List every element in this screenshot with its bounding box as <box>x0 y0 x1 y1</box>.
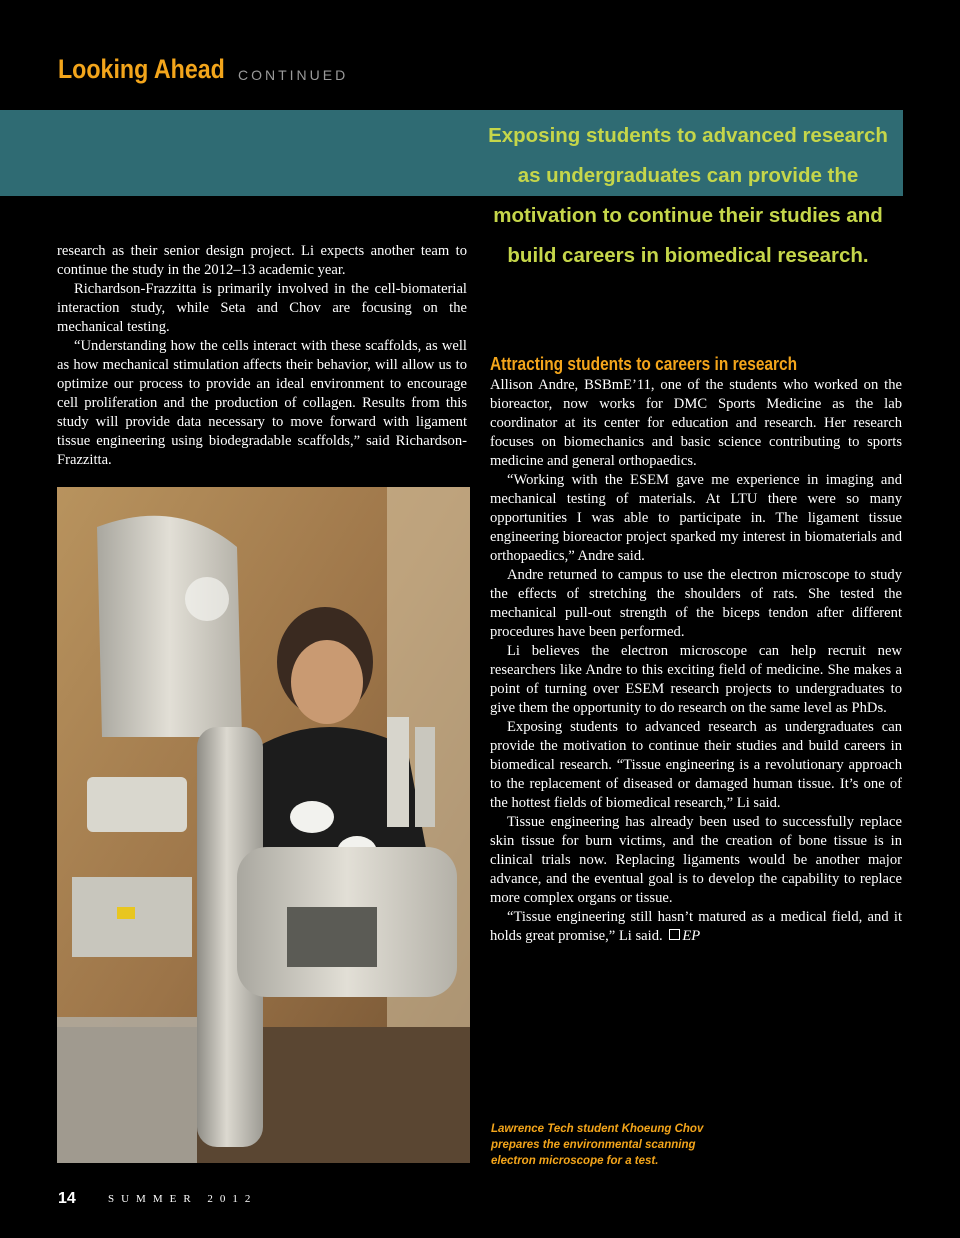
paragraph-text: “Tissue engineering still hasn’t matured as a medical field, and it holds great promise,” Li said. <box>490 909 902 944</box>
end-mark: EP <box>682 928 701 944</box>
page-footer <box>58 1190 258 1208</box>
last-paragraph <box>490 908 902 946</box>
pull-quote: Exposing students to advanced research as undergraduates can provide the motivation to continue their studies and build careers in biomedical research. <box>488 124 888 267</box>
paragraph: “Working with the ESEM gave me experience in imaging and mechanical testing of materials. At LTU there were so many opportunities I was able to participate in. The ligament tissue engineering bioreactor project sparked my interest in biomaterials and orthopaedics,” Andre said. <box>490 472 902 564</box>
section-subtitle: CONTINUED <box>238 67 349 83</box>
microscope-photo <box>57 487 470 1163</box>
paragraph: Andre returned to campus to use the electron microscope to study the effects of stretching the shoulders of rats. She tested the mechanical pull-out strength of the biceps tendon after different procedures have been performed. <box>490 567 902 640</box>
photo-caption: Lawrence Tech student Khoeung Chov prepares the environmental scanning electron microscope for a test. <box>491 1123 704 1167</box>
left-column <box>57 242 467 470</box>
issue-label: SUMMER 2012 <box>108 1193 258 1205</box>
paragraph: Richardson-Frazzitta is primarily involved in the cell-biomaterial interaction study, while Seta and Chov are focusing on the mechanical testing. <box>57 281 467 335</box>
paragraph: Tissue engineering has already been used to successfully replace skin tissue for burn victims, and the creation of bone tissue is in clinical trials now. Replacing ligaments would be another major advance, and the eventual goal is to develop the capability to replace more complex organs or tissue. <box>490 814 902 906</box>
section-header <box>58 54 349 85</box>
paragraph: Li believes the electron microscope can help recruit new researchers like Andre to this exciting field of medicine. She makes a point of turning over ESEM research projects to undergraduates to give them the opportunity to do research on the same level as PhDs. <box>490 643 902 716</box>
section-title: Looking Ahead <box>58 54 225 84</box>
end-box-icon <box>669 929 680 940</box>
paragraph: Exposing students to advanced research as undergraduates can provide the motivation to continue their studies and build careers in biomedical research. “Tissue engineering is a revolutionary approach to the replacement of diseased or damaged human tissue. It’s one of the hottest fields of biomedical research,” Li said. <box>490 719 902 811</box>
subhead: Attracting students to careers in research <box>490 354 798 374</box>
paragraph: research as their senior design project. Li expects another team to continue the study in the 2012–13 academic year. <box>57 243 467 278</box>
paragraph: Allison Andre, BSBmE’11, one of the students who worked on the bioreactor, now works for DMC Sports Medicine as the lab coordinator at its center for education and research. Her research focuses on biomechanics and basic science contributing to sports medicine and general orthopaedics. <box>490 377 902 469</box>
page-number: 14 <box>58 1190 76 1207</box>
paragraph: “Understanding how the cells interact with these scaffolds, as well as how mechanical stimulation affects their behavior, will allow us to optimize our process to provide an ideal environment to encourage cell proliferation and the production of collagen. Results from this study will provide data necessary to move forward with ligament tissue engineering using biodegradable scaffolds,” said Richardson-Frazzitta. <box>57 338 467 468</box>
right-column <box>490 376 902 946</box>
